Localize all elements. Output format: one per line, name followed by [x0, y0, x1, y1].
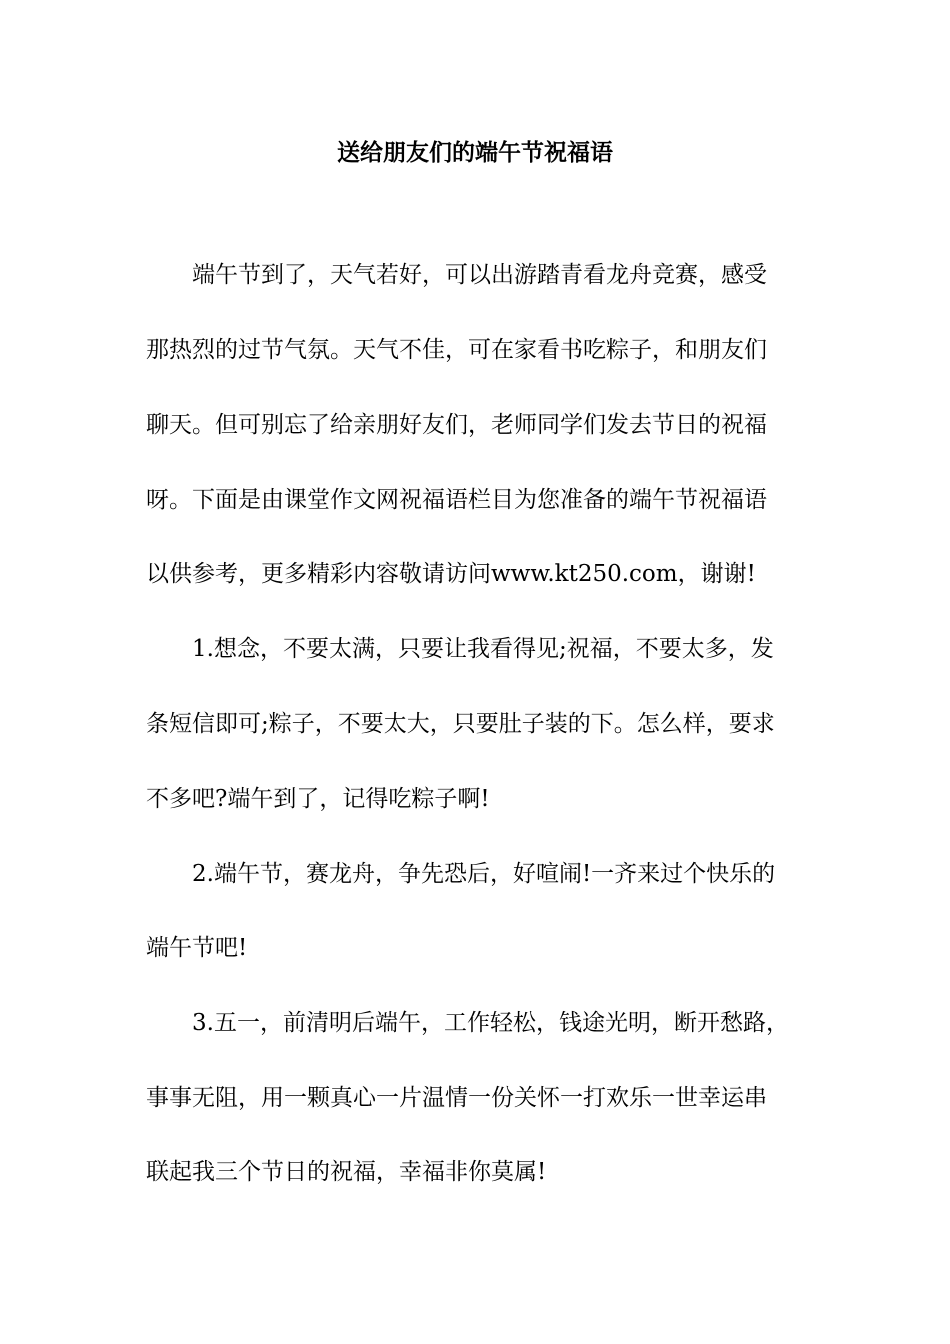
paragraph-line: 1.想念，不要太满，只要让我看得见;祝福，不要太多，发 [192, 636, 774, 662]
paragraph-line: 联起我三个节日的祝福，幸福非你莫属! [146, 1159, 547, 1185]
paragraph-line: 不多吧?端午到了，记得吃粽子啊! [146, 786, 490, 812]
paragraph-line: 事事无阻，用一颗真心一片温情一份关怀一打欢乐一世幸运串 [146, 1085, 767, 1111]
paragraph-line: 端午节吧! [146, 935, 248, 961]
document-title: 送给朋友们的端午节祝福语 [337, 139, 613, 166]
paragraph-line: 3.五一，前清明后端午，工作轻松，钱途光明，断开愁路， [192, 1010, 789, 1036]
paragraph-line: 聊天。但可别忘了给亲朋好友们，老师同学们发去节日的祝福 [146, 412, 767, 438]
paragraph-line: 呀。下面是由课堂作文网祝福语栏目为您准备的端午节祝福语 [146, 487, 767, 513]
paragraph-line: 以供参考，更多精彩内容敬请访问www.kt250.com，谢谢! [146, 561, 756, 587]
paragraph-line: 端午节到了，天气若好，可以出游踏青看龙舟竞赛，感受 [192, 262, 767, 288]
paragraph-line: 条短信即可;粽子，不要太大，只要肚子装的下。怎么样，要求 [146, 711, 775, 737]
paragraph-line: 那热烈的过节气氛。天气不佳，可在家看书吃粽子，和朋友们 [146, 337, 767, 363]
paragraph-line: 2.端午节，赛龙舟，争先恐后，好喧闹!一齐来过个快乐的 [192, 861, 776, 887]
